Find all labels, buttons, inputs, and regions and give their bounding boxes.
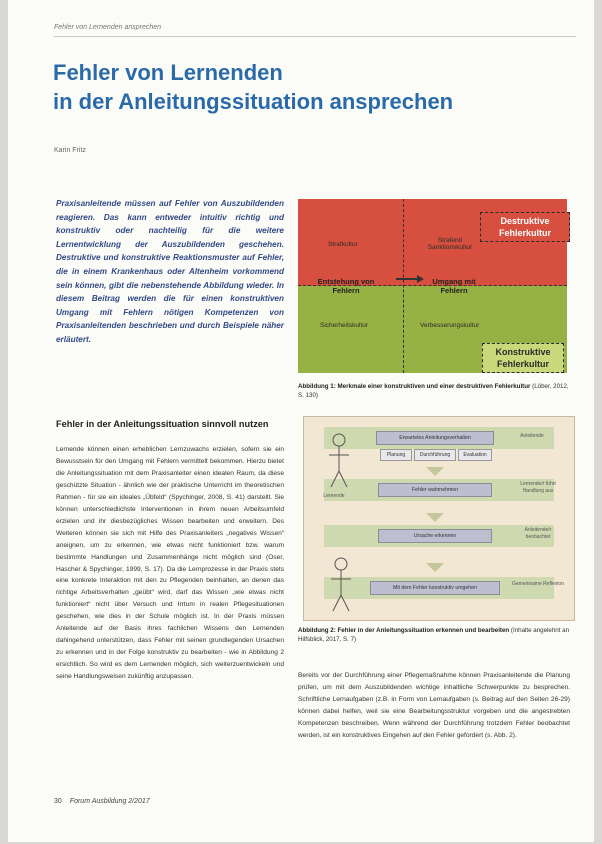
page-footer <box>54 798 150 805</box>
label-umgang: Umgang mit Fehlern <box>432 277 476 295</box>
figure-2-caption <box>298 627 573 644</box>
body-text-right: Bereits vor der Durchführung einer Pflegemaßnahme können Praxisanleitende die Planung prüfen, um mit dem Auszubildenden wichtige inhaltliche Schwerpunkte zu besprechen. Schriftliche Lernaufgaben (z.B. in Form von Lernaufgaben (s. Beitrag auf den Seiten 26-29) können dabei helfen, weil sie eine Bearbeitungsstruktur vorgeben und die angestrebten Kompetenzen beschreiben. Wenn während der Durchführung trotzdem Fehler beobachtet werden, ist ein konstruktives Eingehen auf den Fehler gefordert (s. Abb. 2). <box>298 672 570 739</box>
article-title <box>53 58 453 116</box>
chip-planung: Planung <box>380 449 412 461</box>
instructor-figure-icon <box>324 555 358 615</box>
note-handlung: Lernende/r führt Handlung aus <box>520 481 556 494</box>
running-head: Fehler von Lernenden ansprechen <box>54 24 162 31</box>
figure-1-caption-source: (Löber, 2012, S. 130) <box>298 383 569 399</box>
strip-ursache-erkennen: Ursache erkennen <box>378 529 492 543</box>
label-sanktionskultur: Strafend Sanktionskultur <box>427 237 473 251</box>
journal-name: Forum Ausbildung 2/2017 <box>69 798 150 805</box>
arrow-right-icon <box>417 275 424 283</box>
note-beobachtet: Anleitende/r beobachtet <box>524 527 552 540</box>
label-sicherheitskultur: Sicherheitskultur <box>320 322 369 329</box>
body-text-left: Lernende können einen erheblichen Lernzuwachs erzielen, sofern sie ein Bewusstsein für den Umgang mit Fehlern vermittelt bekommen. Hierzu bietet die Anleitungssituation mit dem Praxisanleiter einen idealen Raum, da diese geschützte Situation - ähnlich wie der praktische Unterricht im theoretischen Rahmen - für sie ein ideales „Übfeld“ (Spychinger, 2008, S. 41) darstellt. Sie können unterschiedlichste Interventionen in ihrem neuen Arbeitsumfeld erzielen und ihr diesbezügliches Wissen bearbeiten und erweitern. Des Weiteren können sie sich mit Hilfe des Praxisanleiters „negatives Wissen“ aneignen, um zu erkennen, wie etwas nicht funktioniert bzw. warum bestimmte Handlungen und Zusammenhänge nicht möglich sind (Oser, Hascher & Spychinger, 1999, S. 17). Da die Lernprozesse in der Praxis stets eine konkrete Interaktion mit den zu Pflegenden beinhalten, an denen das richtige Arbeitsverhalten „geübt“ wird, darf das Wissen „wie etwas nicht funktioniert“ nicht über Versuch und Irrtum in realen Pflegesituationen geschehen, wie dies in der Schule möglich ist. In der Praxis müssen Anleitende auf der Basis ihres fachlichen Wissens den Lernenden dahingehend unterstützen, dass Fehler mit seinen grundlegenden Ursachen zu erkennen und in der Folge konstruktiv zu bearbeiten - wie in Abbildung 2 ersichtlich. So wird es dem Lernenden möglich, sich weiterzuentwickeln und seine Handlungsweisen zukünftig anzupassen. <box>56 446 284 681</box>
down-arrow-icon <box>426 467 444 476</box>
lead-paragraph: Praxisanleitende müssen auf Fehler von Auszubildenden reagieren. Das kann entweder intuitiv richtig und konstruktiv oder nachteilig für die weitere Lernentwicklung der Auszubildenden geschehen. Destruktive und konstruktive Reaktionsmuster auf Fehler, die in einem Krankenhaus oder Altenheim vorkommend sein können, gibt die nebenstehende Abbildung wieder. In diesem Beitrag werden die für einen konstruktiven Umgang mit Fehlern nötigen Kompetenzen von Praxisanleitenden beschrieben und durch Beispiele näher erläutert. <box>56 199 284 344</box>
note-lernende: Lernende <box>323 493 345 499</box>
chip-durchfuehrung: Durchführung <box>414 449 456 461</box>
title-line-1: Fehler von Lernenden <box>53 60 283 85</box>
header-rule <box>54 36 576 37</box>
chip-evaluation: Evaluation <box>458 449 492 461</box>
figure-2-caption-bold: Abbildung 2: Fehler in der Anleitungssituation erkennen und bearbeiten <box>298 627 510 634</box>
figure-1-fehlerkultur <box>298 199 580 379</box>
strip-konstruktiv-umgehen: Mit dem Fehler konstruktiv umgehen <box>370 581 500 595</box>
section-heading: Fehler in der Anleitungssituation sinnvoll nutzen <box>56 419 269 429</box>
learner-figure-icon <box>322 431 356 491</box>
figure-2-anleitung <box>303 416 575 621</box>
label-entstehung: Entstehung von Fehlern <box>317 277 375 295</box>
figure-1-caption <box>298 383 573 400</box>
box-destruktive-fehlerkultur: Destruktive Fehlerkultur <box>480 212 570 242</box>
label-strafkultur: Strafkultur <box>328 241 358 248</box>
note-anleitende: Anleitende <box>520 433 544 439</box>
figure-2-caption-source: (Inhalte angelehnt an Hilfsblick, 2017, S. 7) <box>298 627 570 643</box>
down-arrow-icon <box>426 513 444 522</box>
page-number: 30 <box>54 798 62 805</box>
author-name: Karin Fritz <box>54 147 86 154</box>
arrow-shaft <box>396 278 418 280</box>
title-line-2: in der Anleitungssituation ansprechen <box>53 89 454 114</box>
magazine-page <box>8 0 594 842</box>
strip-fehler-wahrnehmen: Fehler wahrnehmen <box>378 483 492 497</box>
box-konstruktive-fehlerkultur: Konstruktive Fehlerkultur <box>482 343 564 373</box>
note-reflexion: Gemeinsame Reflexion <box>512 581 564 587</box>
vertical-divider <box>403 199 404 373</box>
figure-1-caption-bold: Abbildung 1: Merkmale einer konstruktiven und einer destruktiven Fehlerkultur <box>298 383 531 390</box>
label-verbesserungskultur: Verbesserungskultur <box>420 322 480 329</box>
strip-anleitungsverhalten: Erwartetes Anleitungsverhalten <box>376 431 494 445</box>
down-arrow-icon <box>426 563 444 572</box>
